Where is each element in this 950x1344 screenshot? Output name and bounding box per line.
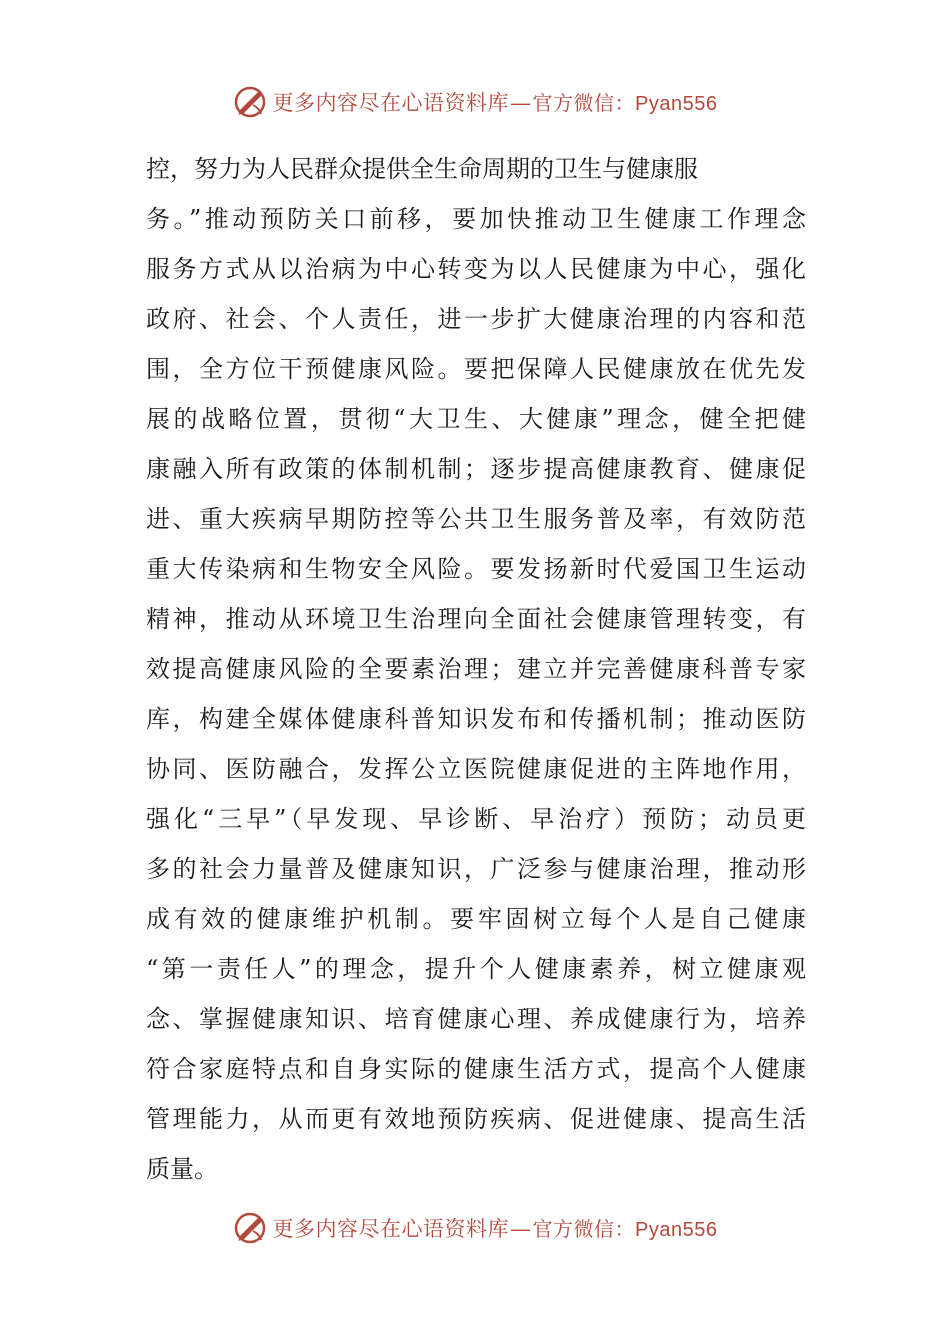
header-banner — [0, 82, 950, 122]
body-line: “第一责任人”的理念，提升个人健康素养，树立健康观 — [146, 955, 806, 983]
body-line: 管理能力，从而更有效地预防疾病、促进健康、提高生活 — [146, 1105, 806, 1133]
body-line: 务。”推动预防关口前移，要加快推动卫生健康工作理念 — [146, 205, 806, 233]
body-line: 念、掌握健康知识、培育健康心理、养成健康行为，培养 — [146, 1005, 806, 1033]
pen-logo-icon — [233, 85, 267, 119]
body-line: 控，努力为人民群众提供全生命周期的卫生与健康服 — [146, 155, 698, 183]
header-banner-sep: — — [510, 91, 532, 115]
body-line: 质量。 — [146, 1155, 218, 1183]
header-banner-wechat: 官方微信：Pyan556 — [532, 93, 718, 115]
body-line: 进、重大疾病早期防控等公共卫生服务普及率，有效防范 — [146, 505, 806, 533]
body-line: 政府、社会、个人责任，进一步扩大健康治理的内容和范 — [146, 305, 806, 333]
body-line: 重大传染病和生物安全风险。要发扬新时代爱国卫生运动 — [146, 555, 806, 583]
body-line: 多的社会力量普及健康知识，广泛参与健康治理，推动形 — [146, 855, 806, 883]
footer-banner-text — [273, 1213, 718, 1243]
body-line: 康融入所有政策的体制机制；逐步提高健康教育、健康促 — [146, 455, 806, 483]
footer-banner — [0, 1208, 950, 1248]
body-line: 协同、医防融合，发挥公立医院健康促进的主阵地作用， — [146, 755, 806, 783]
document-body — [146, 144, 806, 1194]
header-banner-main: 更多内容尽在心语资料库 — [272, 91, 510, 115]
body-line: 库，构建全媒体健康科普知识发布和传播机制；推动医防 — [146, 705, 806, 733]
body-line: 强化“三早”（早发现、早诊断、早治疗）预防；动员更 — [146, 805, 806, 833]
body-line: 围，全方位干预健康风险。要把保障人民健康放在优先发 — [146, 355, 806, 383]
body-line: 展的战略位置，贯彻“大卫生、大健康”理念，健全把健 — [146, 405, 806, 433]
footer-banner-sep: — — [510, 1217, 532, 1241]
header-banner-text — [273, 87, 718, 117]
body-line: 符合家庭特点和自身实际的健康生活方式，提高个人健康 — [146, 1055, 806, 1083]
body-line: 成有效的健康维护机制。要牢固树立每个人是自己健康 — [146, 905, 806, 933]
body-line: 效提高健康风险的全要素治理；建立并完善健康科普专家 — [146, 655, 806, 683]
footer-banner-wechat: 官方微信：Pyan556 — [532, 1219, 718, 1241]
pen-logo-icon — [233, 1211, 267, 1245]
body-line: 精神，推动从环境卫生治理向全面社会健康管理转变，有 — [146, 605, 806, 633]
body-line: 服务方式从以治病为中心转变为以人民健康为中心，强化 — [146, 255, 806, 283]
footer-banner-main: 更多内容尽在心语资料库 — [272, 1217, 510, 1241]
